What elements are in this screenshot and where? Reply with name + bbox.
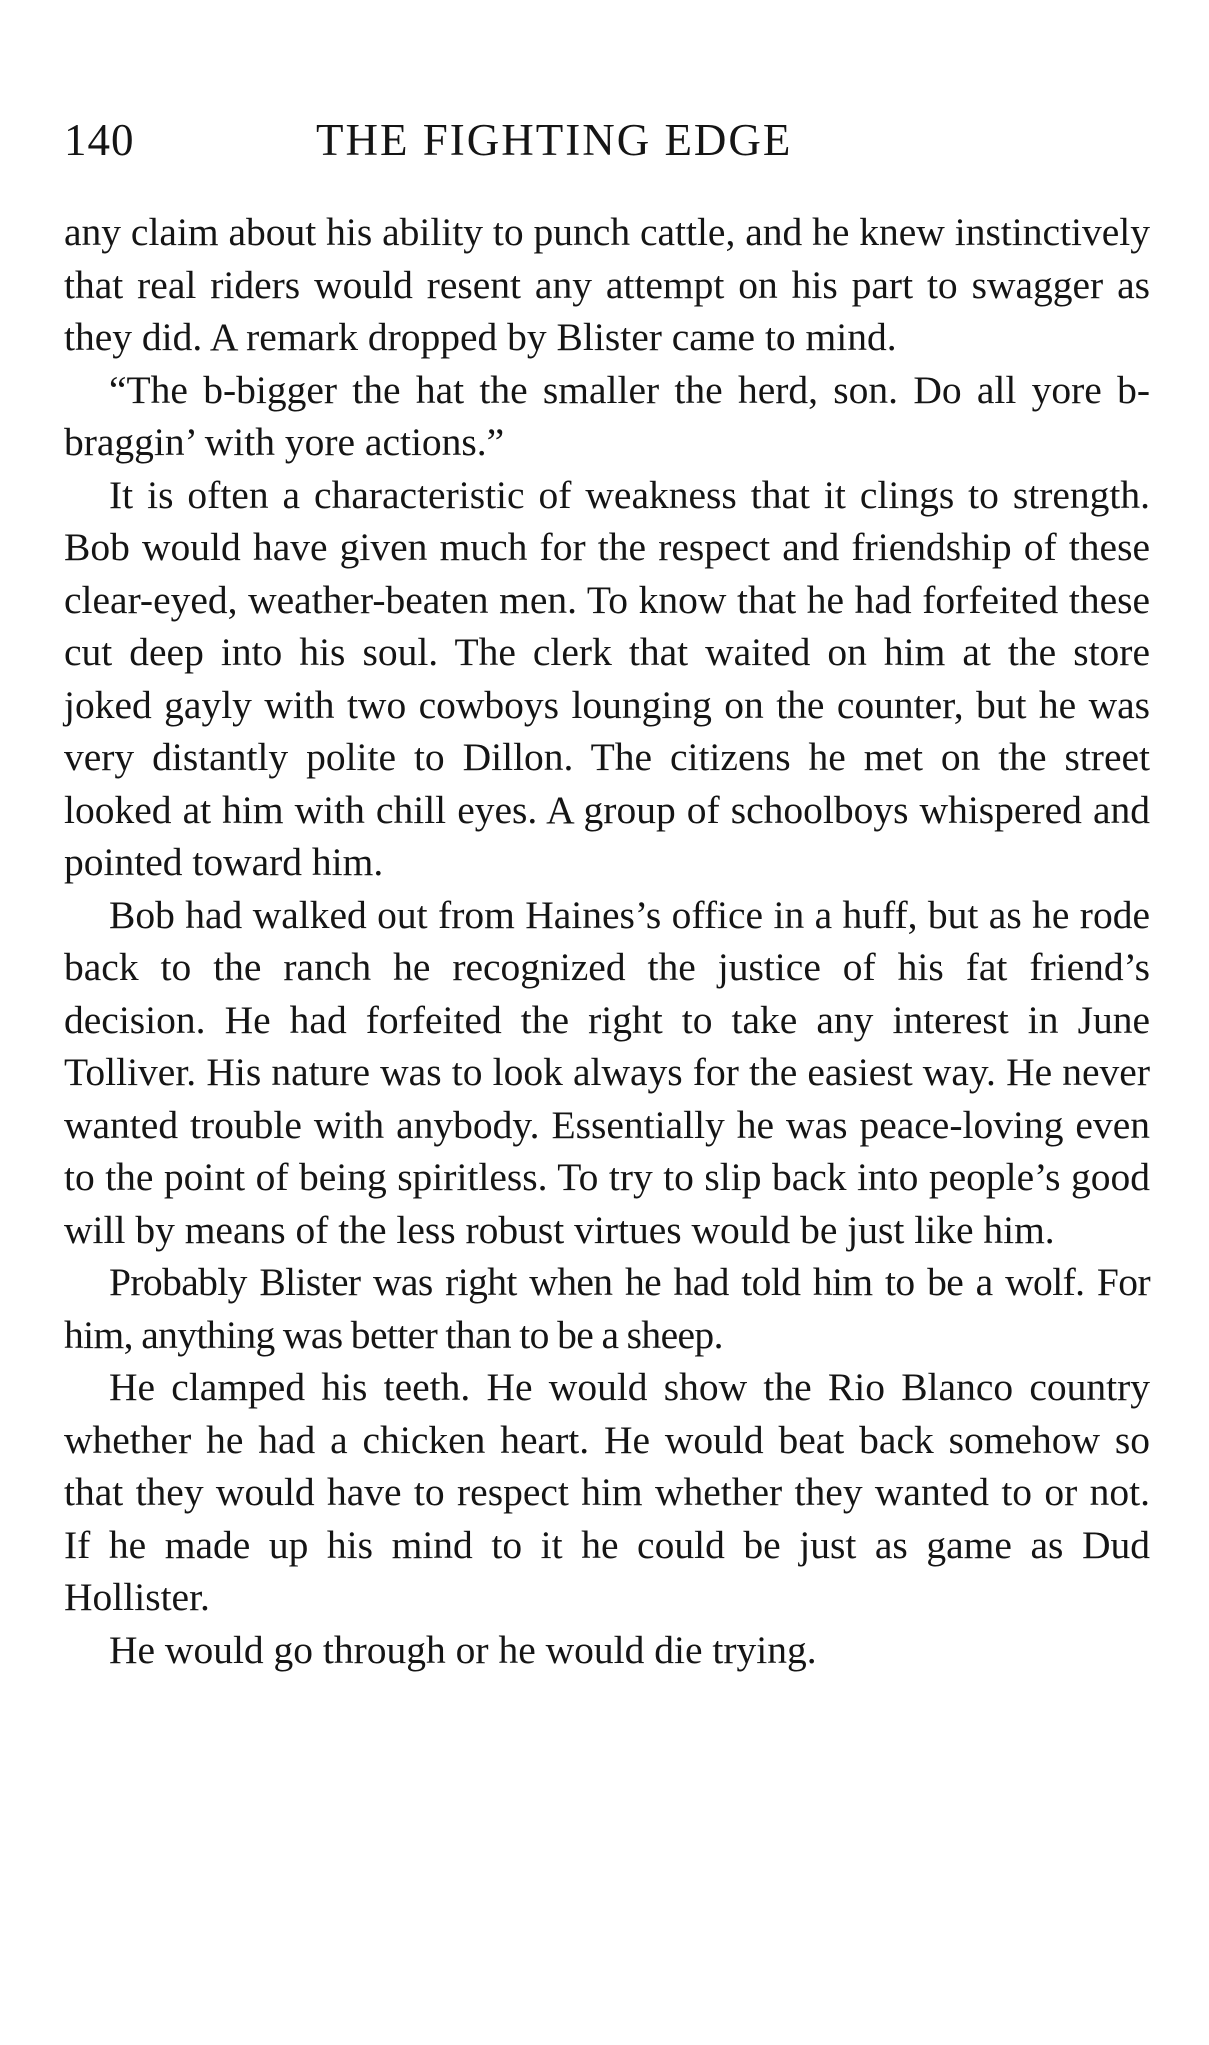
book-title: THE FIGHTING EDGE [316, 115, 793, 165]
paragraph: any claim about his ability to punch cattle, and he knew instinctively that real riders would resent any attempt on his part to swagger as they did. A remark dropped by Blister came to mind. [64, 210, 1150, 359]
paragraph: He clamped his teeth. He would show the Rio Blanco country whether he had a chicken heart. He would beat back somehow so that they would have to respect him whether they wanted to or not. If he made up his mind to it he could be just as game as Dud Hollister. [64, 1365, 1150, 1619]
paragraph: Bob had walked out from Haines’s office in a huff, but as he rode back to the ranch he recognized the justice of his fat friend’s decision. He had forfeited the right to take any interest in June Tolliver. His nature was to look always for the easiest way. He never wanted trouble with anybody. Essentially he was peace-loving even to the point of being spiritless. To try to slip back into people’s good will by means of the less robust virtues would be just like him. [64, 892, 1150, 1252]
body-text [64, 206, 1150, 1676]
page-number: 140 [64, 115, 135, 165]
running-head [64, 110, 1150, 170]
paragraph: “The b-bigger the hat the smaller the herd, son. Do all yore b-braggin’ with yore actions.” [64, 367, 1150, 464]
paragraph: He would go through or he would die trying. [109, 1627, 817, 1672]
paragraph: It is often a characteristic of weakness that it clings to strength. Bob would have given much for the respect and friendship of these clear-eyed, weather-beaten men. To know that he had forfeited these cut deep into his soul. The clerk that waited on him at the store joked gayly with two cowboys lounging on the counter, but he was very distantly polite to Dillon. The citizens he met on the street looked at him with chill eyes. A group of schoolboys whispered and pointed toward him. [64, 472, 1150, 884]
paragraph: Probably Blister was right when he had told him to be a wolf. For him, anything was better than to be a sheep. [64, 1260, 1150, 1357]
